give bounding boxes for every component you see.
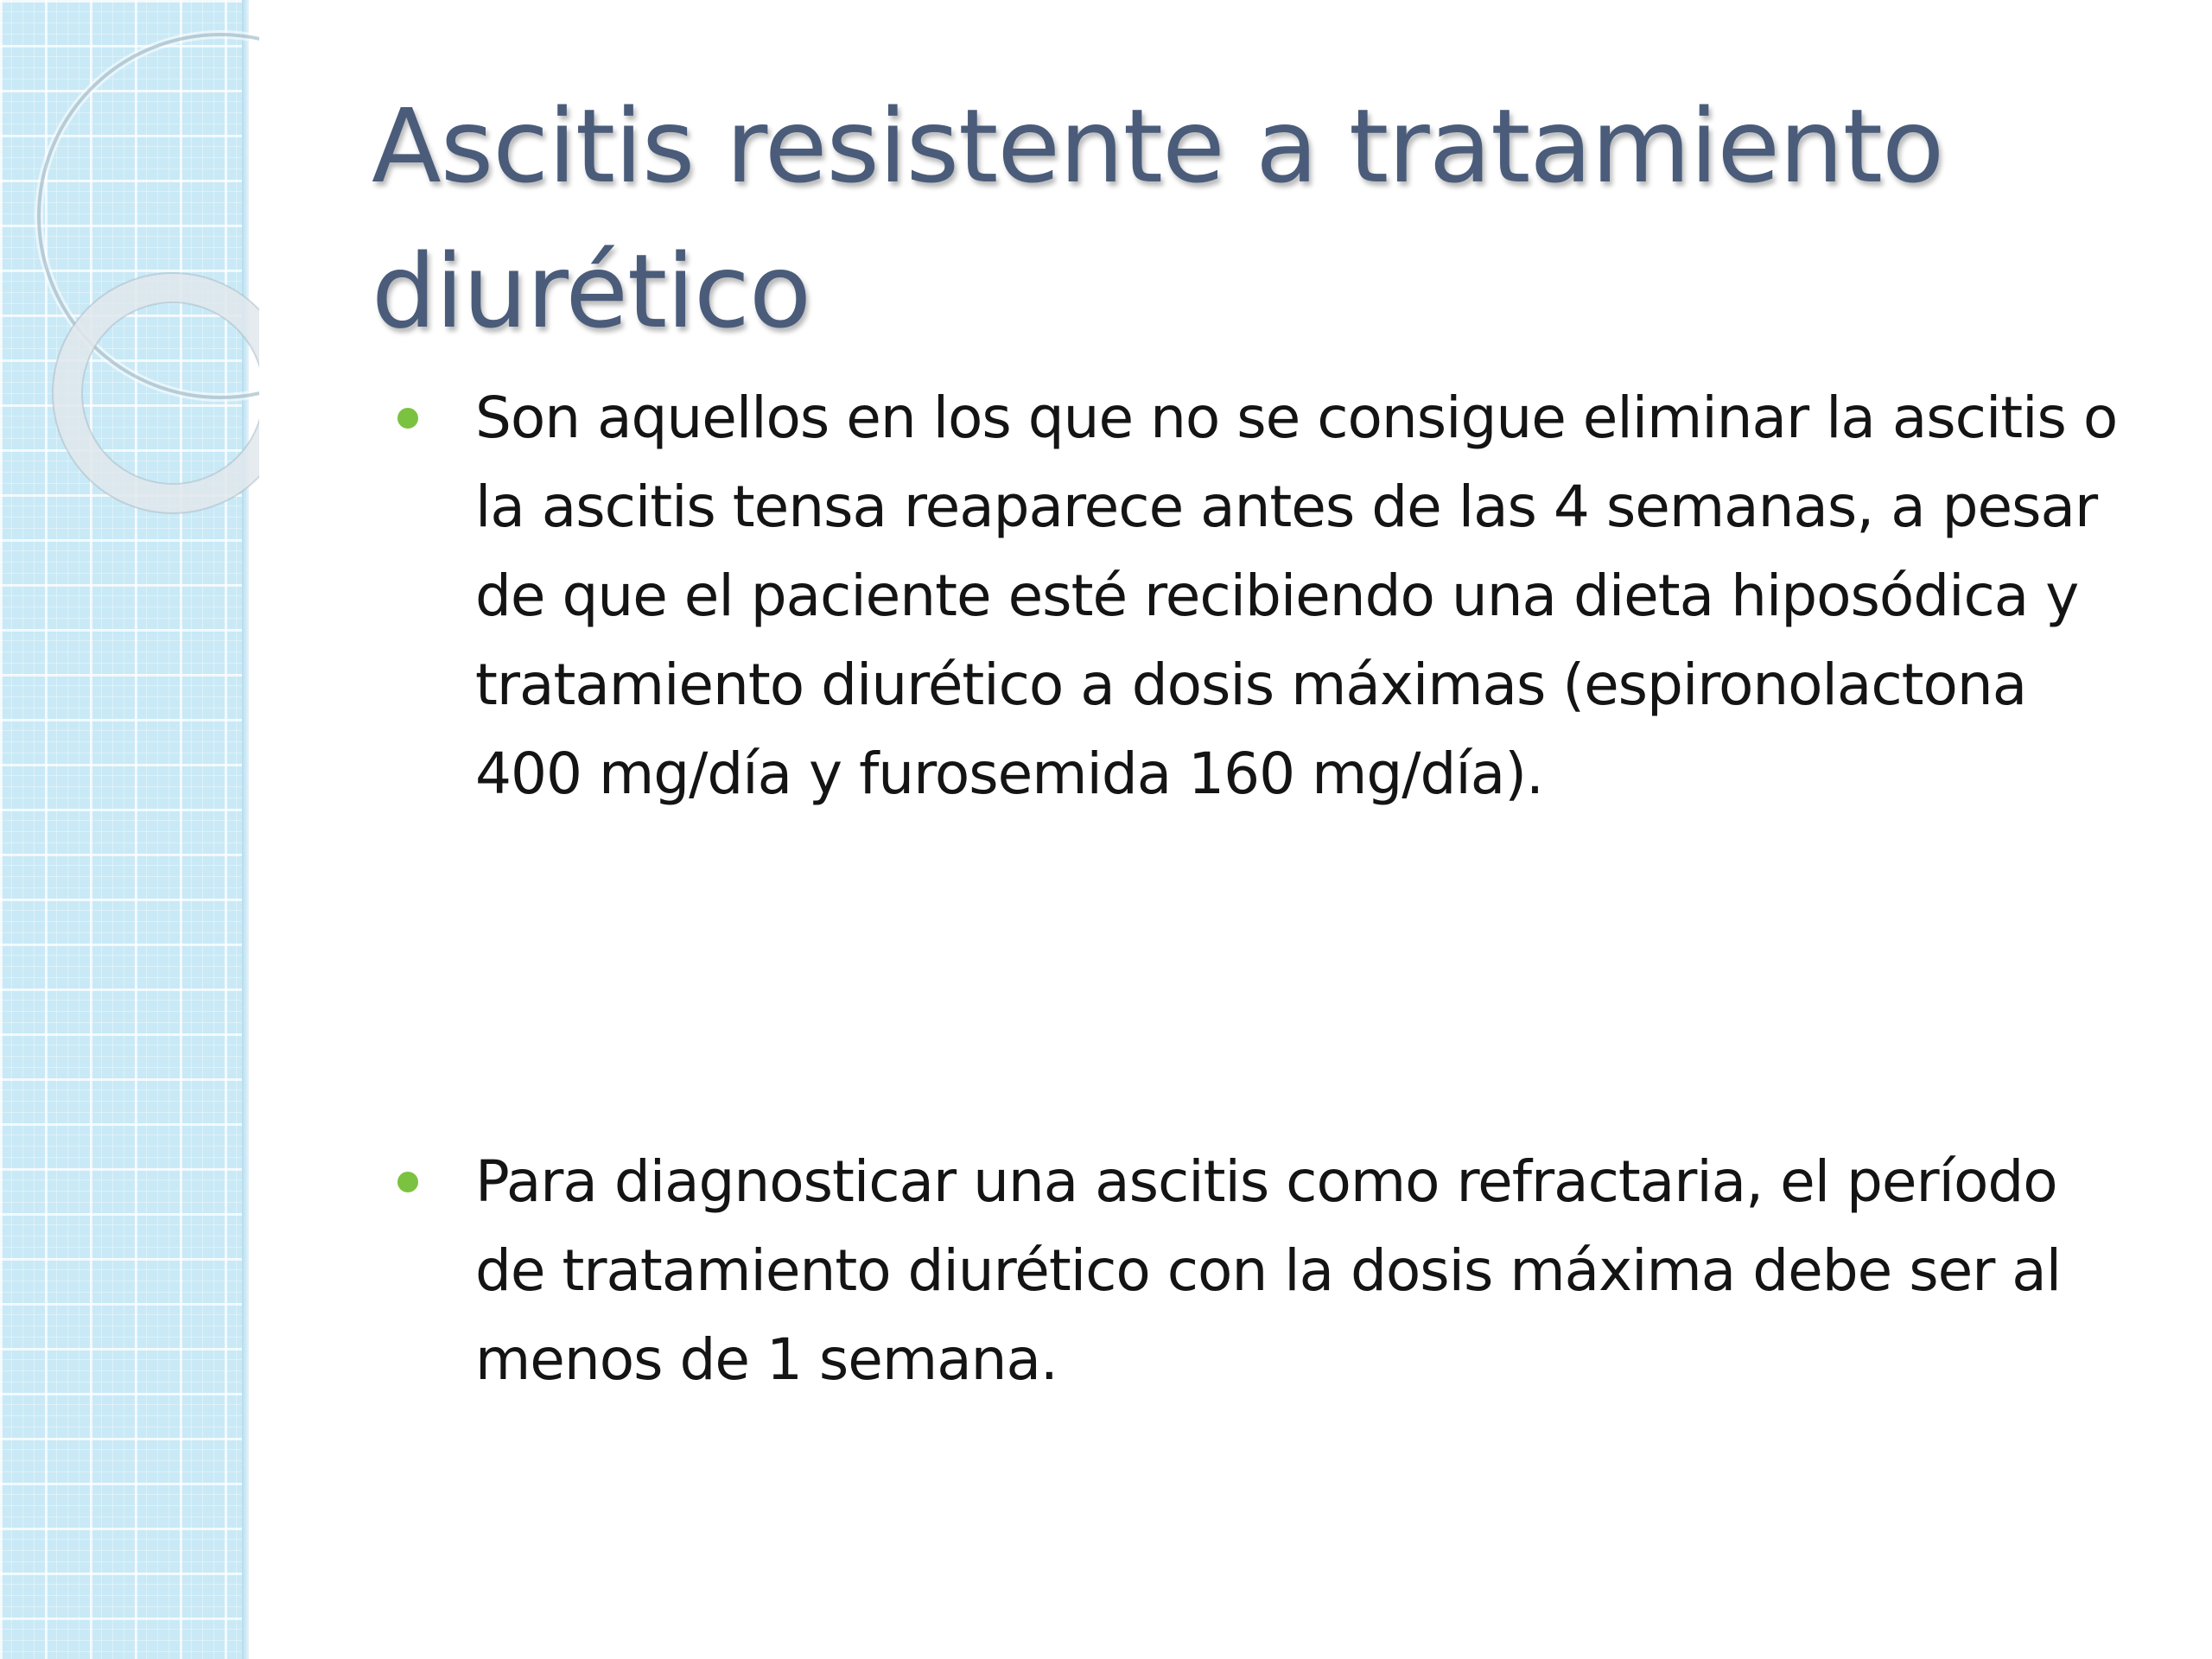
bullet-dot-icon — [397, 1172, 418, 1192]
bullet-text: Para diagnosticar una ascitis como refractaria, el período de tratamiento diurético con la dosis máxima debe ser al menos de 1 semana. — [475, 1148, 2062, 1393]
bullet-text: Son aquellos en los que no se consigue eliminar la ascitis o la ascitis tensa reaparece antes de las 4 semanas, a pesar de que el paciente esté recibiendo una dieta hiposódica y tratamiento diurético a dosis máximas (espironolactona 400 mg/día y furosemida 160 mg/día). — [475, 385, 2118, 807]
slide-title: Ascitis resistente a tratamiento diurético — [372, 86, 1944, 351]
decorative-rings — [0, 0, 259, 553]
bullet-item — [397, 1137, 2143, 1404]
bullet-dot-icon — [397, 408, 418, 429]
bullet-item — [397, 373, 2143, 818]
